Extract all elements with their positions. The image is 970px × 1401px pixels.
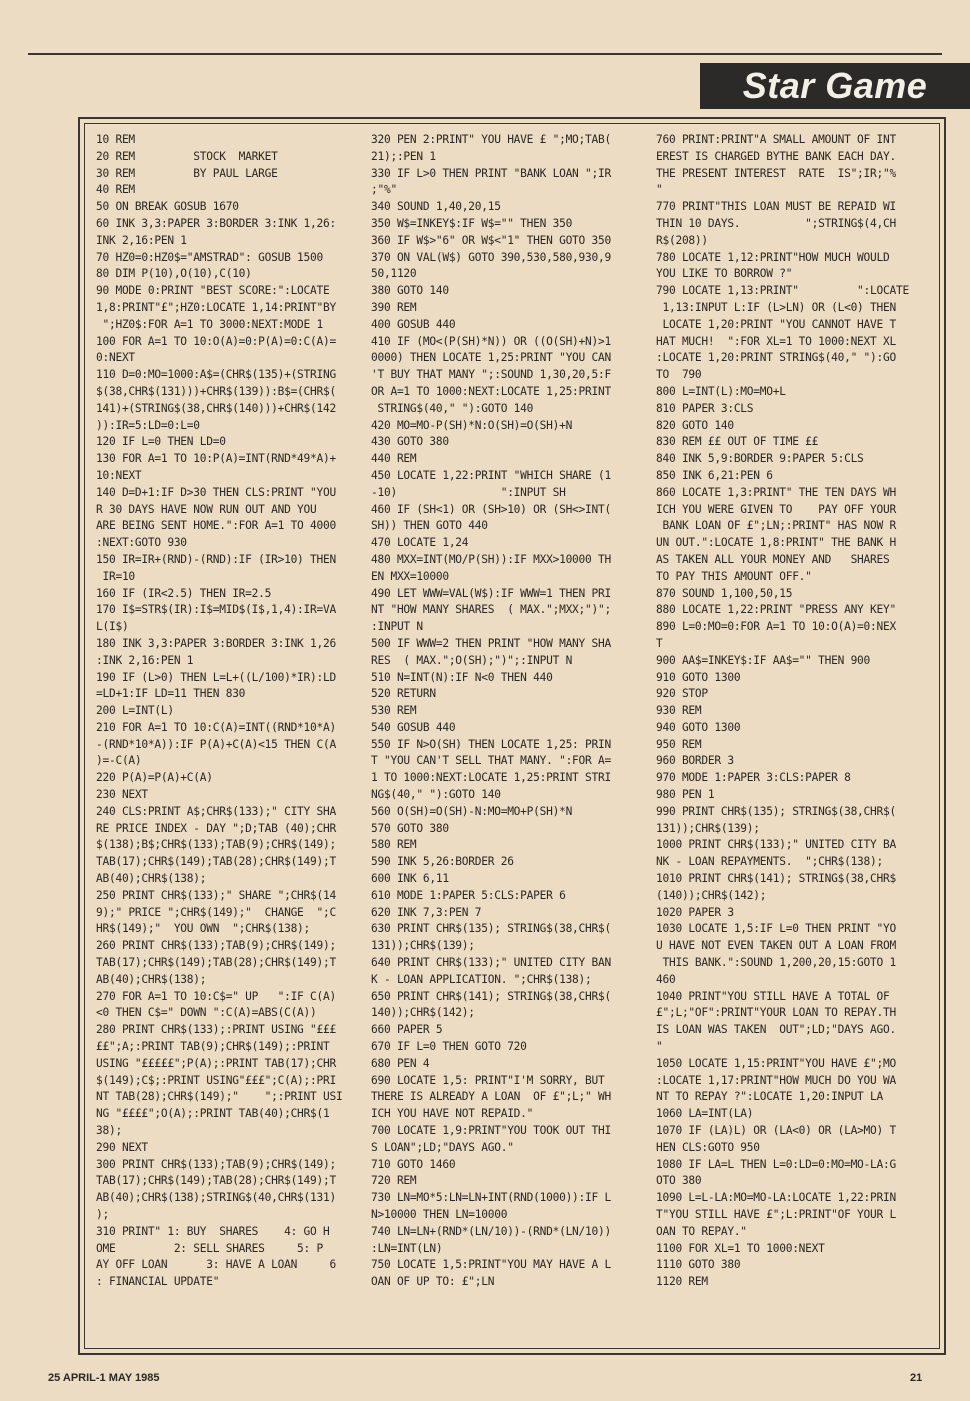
code-line: 480 MXX=INT(MO/P(SH)):IF MXX>10000 TH bbox=[371, 552, 611, 566]
code-line: 390 REM bbox=[371, 300, 417, 314]
code-line: 1100 FOR XL=1 TO 1000:NEXT bbox=[656, 1241, 825, 1255]
code-line: AB(40);CHR$(138); bbox=[96, 972, 207, 986]
code-line: OR A=1 TO 1000:NEXT:LOCATE 1,25:PRINT bbox=[371, 384, 611, 398]
code-line: 470 LOCATE 1,24 bbox=[371, 536, 469, 550]
code-line: RES ( MAX.";O(SH);")";:INPUT N bbox=[371, 653, 573, 667]
code-line: 131));CHR$(139); bbox=[371, 939, 475, 953]
code-line: (140));CHR$(142); bbox=[656, 888, 767, 902]
code-line: TO 790 bbox=[656, 368, 702, 382]
code-line: 0000) THEN LOCATE 1,25:PRINT "YOU CAN bbox=[371, 351, 611, 365]
code-line: 580 REM bbox=[371, 838, 417, 852]
code-line: 140 D=D+1:IF D>30 THEN CLS:PRINT "YOU bbox=[96, 485, 336, 499]
code-line: 120 IF L=0 THEN LD=0 bbox=[96, 435, 226, 449]
code-line: AB(40);CHR$(138); bbox=[96, 872, 207, 886]
code-line: 200 L=INT(L) bbox=[96, 704, 174, 718]
code-line: 920 STOP bbox=[656, 687, 708, 701]
code-line: 131));CHR$(139); bbox=[656, 821, 760, 835]
code-line: 260 PRINT CHR$(133);TAB(9);CHR$(149); bbox=[96, 939, 336, 953]
code-line: 90 MODE 0:PRINT "BEST SCORE:":LOCATE bbox=[96, 284, 330, 298]
code-line: SH)) THEN GOTO 440 bbox=[371, 519, 488, 533]
code-line: NT TAB(28);CHR$(149);" ";:PRINT USI bbox=[96, 1090, 343, 1104]
code-line: 10:NEXT bbox=[96, 468, 142, 482]
code-line: 530 REM bbox=[371, 704, 417, 718]
code-line: =LD+1:IF LD=11 THEN 830 bbox=[96, 687, 246, 701]
code-line: NG$(40," "):GOTO 140 bbox=[371, 788, 501, 802]
code-line: 130 FOR A=1 TO 10:P(A)=INT(RND*49*A)+ bbox=[96, 452, 336, 466]
code-line: TAB(17);CHR$(149);TAB(28);CHR$(149);T bbox=[96, 956, 336, 970]
code-line: 50,1120 bbox=[371, 267, 417, 281]
code-line: 1120 REM bbox=[656, 1275, 708, 1289]
code-line: 1040 PRINT"YOU STILL HAVE A TOTAL OF bbox=[656, 989, 890, 1003]
code-line: TAB(17);CHR$(149);TAB(28);CHR$(149);T bbox=[96, 855, 336, 869]
code-line: NT TO REPAY ?":LOCATE 1,20:INPUT LA bbox=[656, 1090, 883, 1104]
code-line: 1030 LOCATE 1,5:IF L=0 THEN PRINT "YO bbox=[656, 922, 896, 936]
code-line: ;"%" bbox=[371, 183, 397, 197]
code-line: UN OUT.":LOCATE 1,8:PRINT" THE BANK H bbox=[656, 536, 896, 550]
code-line: 160 IF (IR<2.5) THEN IR=2.5 bbox=[96, 586, 272, 600]
code-line: )):IR=5:LD=0:L=0 bbox=[96, 418, 200, 432]
listing-column-2 bbox=[371, 132, 611, 1291]
code-line: 750 LOCATE 1,5:PRINT"YOU MAY HAVE A L bbox=[371, 1258, 611, 1272]
code-line: 660 PAPER 5 bbox=[371, 1023, 443, 1037]
code-line: 270 FOR A=1 TO 10:C$=" UP ":IF C(A) bbox=[96, 989, 336, 1003]
code-line: 780 LOCATE 1,12:PRINT"HOW MUCH WOULD bbox=[656, 250, 890, 264]
code-line: 720 REM bbox=[371, 1174, 417, 1188]
code-line: INK 2,16:PEN 1 bbox=[96, 233, 187, 247]
code-line: 1,8:PRINT"£";HZ0:LOCATE 1,14:PRINT"BY bbox=[96, 300, 336, 314]
code-line: ICH YOU HAVE NOT REPAID." bbox=[371, 1107, 534, 1121]
code-line: 310 PRINT" 1: BUY SHARES 4: GO H bbox=[96, 1224, 330, 1238]
code-line: 1 TO 1000:NEXT:LOCATE 1,25:PRINT STRI bbox=[371, 771, 611, 785]
code-line: 10 REM bbox=[96, 133, 135, 146]
listing-column-1 bbox=[96, 132, 343, 1291]
code-line: TO PAY THIS AMOUNT OFF." bbox=[656, 569, 812, 583]
code-line: $(138);B$;CHR$(133);TAB(9);CHR$(149); bbox=[96, 838, 336, 852]
code-line: 'T BUY THAT MANY ";:SOUND 1,30,20,5:F bbox=[371, 368, 611, 382]
code-line: 1110 GOTO 380 bbox=[656, 1258, 741, 1272]
code-line: OTO 380 bbox=[656, 1174, 702, 1188]
issue-date: 25 APRIL-1 MAY 1985 bbox=[48, 1372, 160, 1384]
listing-column-3 bbox=[656, 132, 909, 1291]
code-line: 150 IR=IR+(RND)-(RND):IF (IR>10) THEN bbox=[96, 552, 336, 566]
code-line: 190 IF (L>0) THEN L=L+((L/100)*IR):LD bbox=[96, 670, 336, 684]
code-line: 600 INK 6,11 bbox=[371, 872, 449, 886]
code-line: 670 IF L=0 THEN GOTO 720 bbox=[371, 1040, 527, 1054]
code-line: -(RND*10*A)):IF P(A)+C(A)<15 THEN C(A bbox=[96, 737, 336, 751]
code-line: 290 NEXT bbox=[96, 1140, 148, 1154]
code-line: 100 FOR A=1 TO 10:O(A)=0:P(A)=0:C(A)= bbox=[96, 334, 336, 348]
code-line: 210 FOR A=1 TO 10:C(A)=INT((RND*10*A) bbox=[96, 720, 336, 734]
code-line: IS LOAN WAS TAKEN OUT";LD;"DAYS AGO. bbox=[656, 1023, 896, 1037]
code-line: 1070 IF (LA)L) OR (LA<0) OR (LA>MO) T bbox=[656, 1124, 896, 1138]
code-line: 460 bbox=[656, 972, 676, 986]
code-line: 430 GOTO 380 bbox=[371, 435, 449, 449]
code-line: " bbox=[656, 1040, 663, 1054]
code-line: 730 LN=MO*5:LN=LN+INT(RND(1000)):IF L bbox=[371, 1191, 611, 1205]
code-line: THERE IS ALREADY A LOAN OF £";L;" WH bbox=[371, 1090, 611, 1104]
code-line: 1,13:INPUT L:IF (L>LN) OR (L<0) THEN bbox=[656, 300, 896, 314]
code-line: T "YOU CAN'T SELL THAT MANY. ":FOR A= bbox=[371, 754, 611, 768]
code-line: 400 GOSUB 440 bbox=[371, 317, 456, 331]
code-line: 710 GOTO 1460 bbox=[371, 1157, 456, 1171]
code-line: )=-C(A) bbox=[96, 754, 142, 768]
code-line: THE PRESENT INTEREST RATE IS";IR;"% bbox=[656, 166, 896, 180]
code-line: 650 PRINT CHR$(141); STRING$(38,CHR$( bbox=[371, 989, 611, 1003]
code-line: ££";A;:PRINT TAB(9);CHR$(149);:PRINT bbox=[96, 1040, 330, 1054]
code-line: RE PRICE INDEX - DAY ";D;TAB (40);CHR bbox=[96, 821, 336, 835]
code-line: 500 IF WWW=2 THEN PRINT "HOW MANY SHA bbox=[371, 636, 611, 650]
code-line: 460 IF (SH<1) OR (SH>10) OR (SH<>INT( bbox=[371, 502, 611, 516]
code-line: 1000 PRINT CHR$(133);" UNITED CITY BA bbox=[656, 838, 896, 852]
code-line: : FINANCIAL UPDATE" bbox=[96, 1275, 220, 1289]
code-line: 680 PEN 4 bbox=[371, 1056, 430, 1070]
code-line: :NEXT:GOTO 930 bbox=[96, 536, 187, 550]
code-line: 690 LOCATE 1,5: PRINT"I'M SORRY, BUT bbox=[371, 1073, 605, 1087]
code-line: THIN 10 DAYS. ";STRING$(4,CH bbox=[656, 216, 896, 230]
code-line: 630 PRINT CHR$(135); STRING$(38,CHR$( bbox=[371, 922, 611, 936]
code-line: K - LOAN APPLICATION. ";CHR$(138); bbox=[371, 972, 592, 986]
code-line: 510 N=INT(N):IF N<0 THEN 440 bbox=[371, 670, 553, 684]
code-line: 450 LOCATE 1,22:PRINT "WHICH SHARE (1 bbox=[371, 468, 611, 482]
code-line: T"YOU STILL HAVE £";L:PRINT"OF YOUR L bbox=[656, 1208, 896, 1221]
code-line: 870 SOUND 1,100,50,15 bbox=[656, 586, 793, 600]
code-line: 360 IF W$>"6" OR W$<"1" THEN GOTO 350 bbox=[371, 233, 611, 247]
code-line: 740 LN=LN+(RND*(LN/10))-(RND*(LN/10)) bbox=[371, 1224, 611, 1238]
code-line: ICH YOU WERE GIVEN TO PAY OFF YOUR bbox=[656, 502, 896, 516]
code-line: 1050 LOCATE 1,15:PRINT"YOU HAVE £";MO bbox=[656, 1056, 896, 1070]
code-line: 141)+(STRING$(38,CHR$(140)))+CHR$(142 bbox=[96, 401, 336, 415]
code-line: 21);:PEN 1 bbox=[371, 149, 436, 163]
code-line: 610 MODE 1:PAPER 5:CLS:PAPER 6 bbox=[371, 888, 566, 902]
code-line: 990 PRINT CHR$(135); STRING$(38,CHR$( bbox=[656, 804, 896, 818]
code-line: 950 REM bbox=[656, 737, 702, 751]
code-line: 910 GOTO 1300 bbox=[656, 670, 741, 684]
code-line: 560 O(SH)=O(SH)-N:MO=MO+P(SH)*N bbox=[371, 804, 573, 818]
code-line: 620 INK 7,3:PEN 7 bbox=[371, 905, 482, 919]
code-line: 350 W$=INKEY$:IF W$="" THEN 350 bbox=[371, 216, 573, 230]
code-line: OAN OF UP TO: £";LN bbox=[371, 1275, 495, 1289]
code-line: 1020 PAPER 3 bbox=[656, 905, 734, 919]
code-line: T bbox=[656, 636, 663, 650]
code-line: TAB(17);CHR$(149);TAB(28);CHR$(149);T bbox=[96, 1174, 336, 1188]
code-line: 38); bbox=[96, 1124, 122, 1138]
code-line: 80 DIM P(10),O(10),C(10) bbox=[96, 267, 252, 281]
code-line: 790 LOCATE 1,13:PRINT" ":LOCATE bbox=[656, 284, 909, 298]
code-line: 330 IF L>0 THEN PRINT "BANK LOAN ";IR bbox=[371, 166, 611, 180]
code-line: 280 PRINT CHR$(133);:PRINT USING "£££ bbox=[96, 1023, 336, 1037]
code-line: 20 REM STOCK MARKET bbox=[96, 149, 278, 163]
code-line: 1060 LA=INT(LA) bbox=[656, 1107, 754, 1121]
code-line: 380 GOTO 140 bbox=[371, 284, 449, 298]
code-line: AS TAKEN ALL YOUR MONEY AND SHARES bbox=[656, 552, 890, 566]
code-line: 300 PRINT CHR$(133);TAB(9);CHR$(149); bbox=[96, 1157, 336, 1171]
code-line: 0:NEXT bbox=[96, 351, 135, 365]
code-line: ";HZ0$:FOR A=1 TO 3000:NEXT:MODE 1 bbox=[96, 317, 323, 331]
code-line: OAN TO REPAY." bbox=[656, 1224, 747, 1238]
code-line: 760 PRINT:PRINT"A SMALL AMOUNT OF INT bbox=[656, 133, 896, 146]
code-line: 420 MO=MO-P(SH)*N:O(SH)=O(SH)+N bbox=[371, 418, 573, 432]
code-line: 890 L=0:MO=0:FOR A=1 TO 10:O(A)=0:NEX bbox=[656, 620, 896, 634]
code-line: 520 RETURN bbox=[371, 687, 436, 701]
code-line: 240 CLS:PRINT A$;CHR$(133);" CITY SHA bbox=[96, 804, 336, 818]
code-line: NG "££££";O(A);:PRINT TAB(40);CHR$(1 bbox=[96, 1107, 330, 1121]
code-line: :LOCATE 1,17:PRINT"HOW MUCH DO YOU WA bbox=[656, 1073, 896, 1087]
code-line: :LN=INT(LN) bbox=[371, 1241, 443, 1255]
code-line: EREST IS CHARGED BYTHE BANK EACH DAY. bbox=[656, 149, 896, 163]
code-line: 550 IF N>O(SH) THEN LOCATE 1,25: PRIN bbox=[371, 737, 611, 751]
code-line: 1080 IF LA=L THEN L=0:LD=0:MO=MO-LA:G bbox=[656, 1157, 896, 1171]
code-line: 830 REM ££ OUT OF TIME ££ bbox=[656, 435, 819, 449]
code-line: 180 INK 3,3:PAPER 3:BORDER 3:INK 1,26 bbox=[96, 636, 336, 650]
code-line: ); bbox=[96, 1208, 109, 1221]
code-line: 370 ON VAL(W$) GOTO 390,530,580,930,9 bbox=[371, 250, 611, 264]
code-line: 640 PRINT CHR$(133);" UNITED CITY BAN bbox=[371, 956, 611, 970]
code-line: NT "HOW MANY SHARES ( MAX.";MXX;")"; bbox=[371, 603, 611, 617]
code-line: 820 GOTO 140 bbox=[656, 418, 734, 432]
code-line: U HAVE NOT EVEN TAKEN OUT A LOAN FROM bbox=[656, 939, 896, 953]
code-line: USING "£££££";P(A);:PRINT TAB(17);CHR bbox=[96, 1056, 336, 1070]
code-line: 9);" PRICE ";CHR$(149);" CHANGE ";C bbox=[96, 905, 336, 919]
code-line: R$(208)) bbox=[656, 233, 708, 247]
code-line: STRING$(40," "):GOTO 140 bbox=[371, 401, 534, 415]
code-line: 850 INK 6,21:PEN 6 bbox=[656, 468, 773, 482]
code-line: 960 BORDER 3 bbox=[656, 754, 734, 768]
code-line: :INK 2,16:PEN 1 bbox=[96, 653, 194, 667]
code-line: 320 PEN 2:PRINT" YOU HAVE £ ";MO;TAB( bbox=[371, 133, 611, 146]
code-line: 410 IF (MO<(P(SH)*N)) OR ((O(SH)+N)>1 bbox=[371, 334, 611, 348]
code-line: 1090 L=L-LA:MO=MO-LA:LOCATE 1,22:PRIN bbox=[656, 1191, 896, 1205]
code-line: 230 NEXT bbox=[96, 788, 148, 802]
code-line: 50 ON BREAK GOSUB 1670 bbox=[96, 200, 239, 214]
section-banner: Star Game bbox=[700, 63, 970, 109]
code-line: 840 INK 5,9:BORDER 9:PAPER 5:CLS bbox=[656, 452, 864, 466]
top-rule bbox=[28, 53, 942, 55]
code-line: <0 THEN C$=" DOWN ":C(A)=ABS(C(A)) bbox=[96, 1006, 317, 1020]
code-line: 940 GOTO 1300 bbox=[656, 720, 741, 734]
code-line: 970 MODE 1:PAPER 3:CLS:PAPER 8 bbox=[656, 771, 851, 785]
code-line: YOU LIKE TO BORROW ?" bbox=[656, 267, 793, 281]
code-line: 40 REM bbox=[96, 183, 135, 197]
code-line: 60 INK 3,3:PAPER 3:BORDER 3:INK 1,26: bbox=[96, 216, 336, 230]
code-line: " bbox=[656, 183, 663, 197]
code-line: N>10000 THEN LN=10000 bbox=[371, 1208, 508, 1221]
code-line: S LOAN";LD;"DAYS AGO." bbox=[371, 1140, 514, 1154]
code-line: HAT MUCH! ":FOR XL=1 TO 1000:NEXT XL bbox=[656, 334, 896, 348]
code-line: 880 LOCATE 1,22:PRINT "PRESS ANY KEY" bbox=[656, 603, 896, 617]
page-number: 21 bbox=[910, 1372, 923, 1384]
code-line: 700 LOCATE 1,9:PRINT"YOU TOOK OUT THI bbox=[371, 1124, 611, 1138]
code-line: :INPUT N bbox=[371, 620, 423, 634]
code-line: 340 SOUND 1,40,20,15 bbox=[371, 200, 501, 214]
code-line: 440 REM bbox=[371, 452, 417, 466]
code-line: $(149);C$;:PRINT USING"£££";C(A);:PRI bbox=[96, 1073, 336, 1087]
code-line: 770 PRINT"THIS LOAN MUST BE REPAID WI bbox=[656, 200, 896, 214]
code-line: IR=10 bbox=[96, 569, 135, 583]
code-line: 900 AA$=INKEY$:IF AA$="" THEN 900 bbox=[656, 653, 871, 667]
code-line: £";L;"OF":PRINT"YOUR LOAN TO REPAY.TH bbox=[656, 1006, 896, 1020]
code-line: THIS BANK.":SOUND 1,200,20,15:GOTO 1 bbox=[656, 956, 896, 970]
code-line: AB(40);CHR$(138);STRING$(40,CHR$(131) bbox=[96, 1191, 336, 1205]
code-line: 570 GOTO 380 bbox=[371, 821, 449, 835]
code-line: 810 PAPER 3:CLS bbox=[656, 401, 754, 415]
code-line: 590 INK 5,26:BORDER 26 bbox=[371, 855, 514, 869]
code-line: :LOCATE 1,20:PRINT STRING$(40," "):GO bbox=[656, 351, 896, 365]
code-line: $(38,CHR$(131)))+CHR$(139)):B$=(CHR$( bbox=[96, 384, 336, 398]
code-line: 250 PRINT CHR$(133);" SHARE ";CHR$(14 bbox=[96, 888, 336, 902]
code-line: 110 D=0:MO=1000:A$=(CHR$(135)+(STRING bbox=[96, 368, 336, 382]
code-line: 140));CHR$(142); bbox=[371, 1006, 475, 1020]
code-line: 70 HZ0=0:HZ0$="AMSTRAD": GOSUB 1500 bbox=[96, 250, 323, 264]
code-line: 30 REM BY PAUL LARGE bbox=[96, 166, 278, 180]
code-line: 490 LET WWW=VAL(W$):IF WWW=1 THEN PRI bbox=[371, 586, 611, 600]
code-line: R 30 DAYS HAVE NOW RUN OUT AND YOU bbox=[96, 502, 317, 516]
code-line: L(I$) bbox=[96, 620, 129, 634]
code-line: AY OFF LOAN 3: HAVE A LOAN 6 bbox=[96, 1258, 336, 1272]
code-line: ARE BEING SENT HOME.":FOR A=1 TO 4000 bbox=[96, 519, 336, 533]
code-line: BANK LOAN OF £";LN;:PRINT" HAS NOW R bbox=[656, 519, 896, 533]
code-line: 1010 PRINT CHR$(141); STRING$(38,CHR$ bbox=[656, 872, 896, 886]
code-line: 170 I$=STR$(IR):I$=MID$(I$,1,4):IR=VA bbox=[96, 603, 336, 617]
code-line: NK - LOAN REPAYMENTS. ";CHR$(138); bbox=[656, 855, 883, 869]
code-line: 800 L=INT(L):MO=MO+L bbox=[656, 384, 786, 398]
code-line: LOCATE 1,20:PRINT "YOU CANNOT HAVE T bbox=[656, 317, 896, 331]
code-line: 980 PEN 1 bbox=[656, 788, 715, 802]
code-line: 220 P(A)=P(A)+C(A) bbox=[96, 771, 213, 785]
code-line: 860 LOCATE 1,3:PRINT" THE TEN DAYS WH bbox=[656, 485, 896, 499]
code-line: -10) ":INPUT SH bbox=[371, 485, 566, 499]
code-line: EN MXX=10000 bbox=[371, 569, 449, 583]
code-line: HEN CLS:GOTO 950 bbox=[656, 1140, 760, 1154]
code-line: 540 GOSUB 440 bbox=[371, 720, 456, 734]
code-line: 930 REM bbox=[656, 704, 702, 718]
code-line: HR$(149);" YOU OWN ";CHR$(138); bbox=[96, 922, 311, 936]
code-line: OME 2: SELL SHARES 5: P bbox=[96, 1241, 323, 1255]
